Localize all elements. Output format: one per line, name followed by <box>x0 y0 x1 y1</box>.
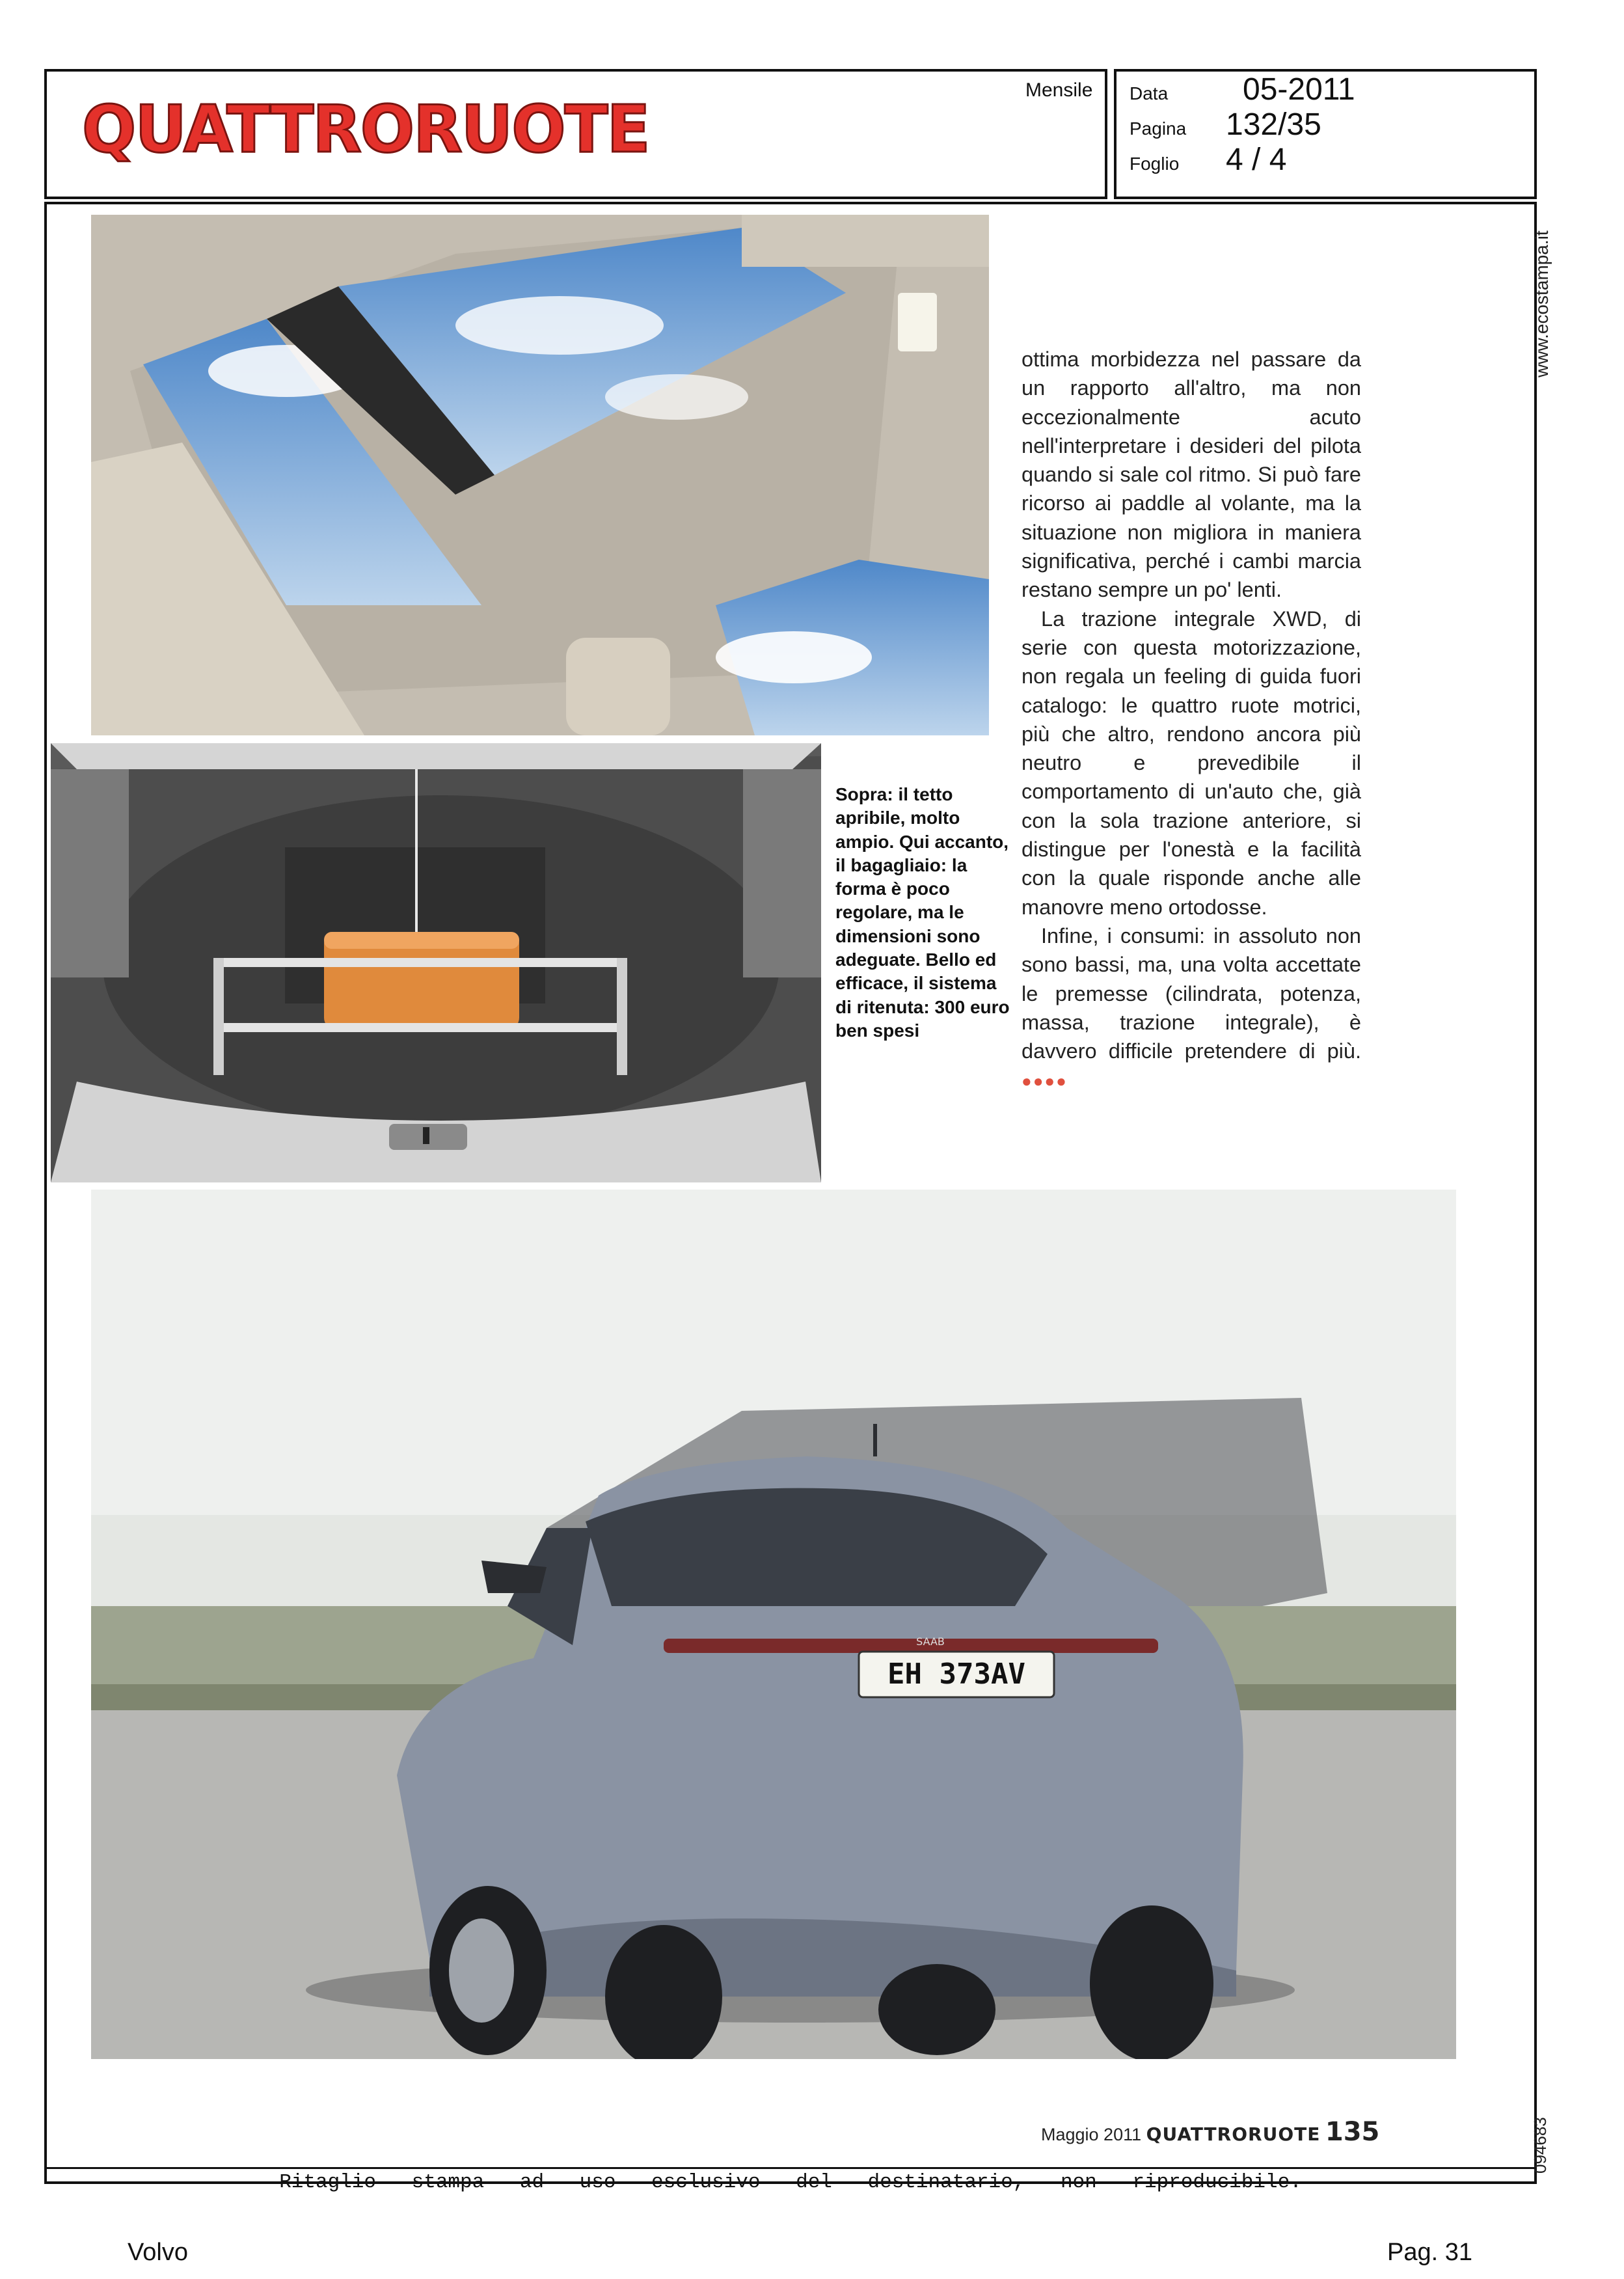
issue-month: Maggio 2011 <box>1041 2125 1142 2144</box>
car-photo <box>91 1190 1456 2059</box>
article-paragraph-3-text: Infine, i consumi: in assoluto non sono bassi, ma, una volta accettate le premesse (cilindrata, potenza, massa, trazione integrale), è davvero difficile pretendere di più. <box>1022 923 1361 1063</box>
date-value: 05-2011 <box>1243 72 1355 107</box>
magazine-page-footer <box>1041 2117 1379 2147</box>
magazine-page-number: 135 <box>1325 2117 1380 2147</box>
license-plate: EH 373AV <box>887 1658 1025 1691</box>
end-of-article-mark: ●●●● <box>1022 1071 1068 1091</box>
car-badge: SAAB <box>916 1635 945 1648</box>
sunroof-photo <box>91 215 989 735</box>
date-label: Data <box>1130 83 1169 103</box>
car-illustration <box>91 1190 1456 2059</box>
report-page-number: Pag. 31 <box>1387 2239 1472 2266</box>
client-name: Volvo <box>128 2239 188 2266</box>
article-paragraph-1: ottima morbidezza nel passare da un rapporto all'altro, ma non eccezionalmente acuto nell'interpretare i desideri del pilota quando si sale col ritmo. Si può fare ricorso ai paddle al volante, ma la situazione non migliora in maniera significativa, perché i cambi marcia restano sempre un po' lenti. <box>1022 348 1361 602</box>
magazine-name: QUATTRORUOTE <box>1146 2123 1321 2145</box>
clipping-code: 094683 <box>1530 2117 1550 2174</box>
article-paragraph-3 <box>1022 921 1361 1096</box>
sunroof-illustration <box>91 215 989 735</box>
source-watermark: www.ecostampa.it <box>1532 230 1552 377</box>
disclaimer: Ritaglio stampa ad uso esclusivo del destinatario, non riproducibile. <box>279 2171 1302 2194</box>
sheet-label: Foglio <box>1130 154 1180 174</box>
frequency-label: Mensile <box>1025 79 1093 101</box>
article-paragraph-2: La trazione integrale XWD, di serie con questa motorizzazione, non regala un feeling di guida fuori catalogo: le quattro ruote motrici, più che altro, rendono ancora più neutro e prevedibile il comportamento di un'auto che, già con la sola trazione anteriore, si distingue per l'onestà e la facilità con la quale risponde anche alle manovre meno ortodosse. <box>1022 607 1361 919</box>
article-body <box>1022 345 1361 1096</box>
page-label: Pagina <box>1130 118 1187 139</box>
boot-photo <box>51 743 821 1182</box>
photo-caption: Sopra: il tetto apribile, molto ampio. Qui accanto, il bagagliaio: la forma è poco regolare, ma le dimensioni sono adeguate. Bello ed efficace, il sistema di ritenuta: 300 euro ben spesi <box>835 784 1010 1041</box>
sheet-value: 4 / 4 <box>1226 143 1287 177</box>
page-value: 132/35 <box>1226 107 1321 142</box>
boot-illustration <box>51 743 821 1182</box>
magazine-logo: QUATTRORUOTE <box>82 91 649 167</box>
